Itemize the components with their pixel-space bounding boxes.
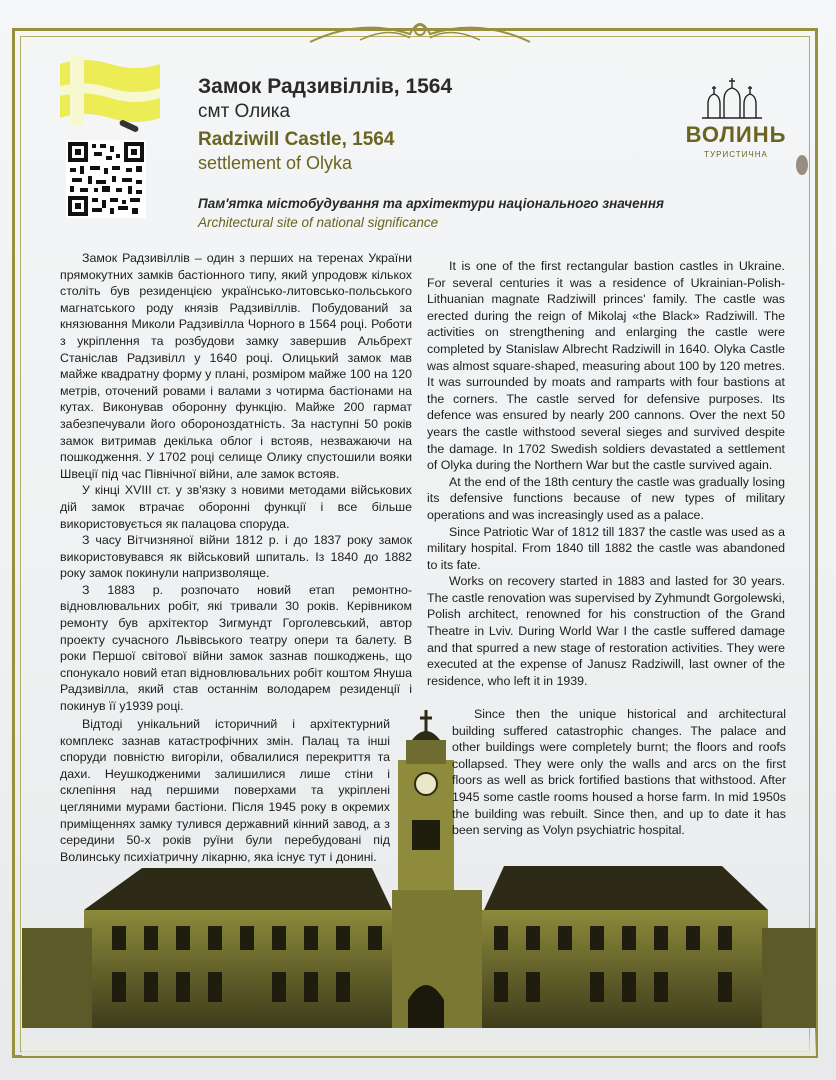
title-en: Radziwill Castle, 1564 <box>198 129 395 150</box>
church-domes-icon <box>676 74 796 124</box>
text-column-uk <box>60 250 412 715</box>
qr-code-icon <box>66 140 146 218</box>
text-column-en-lower <box>452 706 786 839</box>
paragraph-en-2: At the end of the 18th century the castle was gradually losing its defensive functions because of new types of military operations and was increasingly used as a palace. <box>427 474 785 522</box>
paragraph-en-1: It is one of the first rectangular bastion castles in Ukraine. For several centuries it was a residence of Ukrainian-Polish-Lithuanian magnate Radziwill princes' family. The castle was erected during the reign of Mikolaj «the Black» Radziwill. The activities on strengthening and enlarging the castle were completed by Stanislaw Albrecht Radziwill in 1640. Olyka Castle was almost square-shaped, measuring about 100 by 120 metres. It was surrounded by moats and ramparts with four bastions at the corners. The castle served for defensive purposes. Its defence was ensured by nearly 200 cannons. Over the next 50 years the castle withstood several sieges and survived despite the damage. In 1702 Swedish soldiers devastated a settlement of Olyka during the Northern War but the castle survived again. <box>427 259 785 473</box>
paragraph-uk-2: У кінці XVIII ст. у зв'язку з новими методами військових дій замок втрачає оборонні функції і все більше використовується як палацова споруда. <box>60 483 412 531</box>
cross-flag-icon <box>60 56 160 126</box>
significance-uk: Пам'ятка містобудування та архітектури національного значення <box>198 196 664 211</box>
significance-en: Architectural site of national significance <box>198 215 439 230</box>
title-block <box>198 74 668 175</box>
logo-word: ВОЛИНЬ <box>685 122 787 147</box>
subtitle-en: settlement of Olyka <box>198 153 353 173</box>
paragraph-uk-1: Замок Радзивіллів – один з перших на теренах України прямокутних замків бастіонного типу, який упродовж кількох століть був резиденцією українсько-литовсько-польського магнатського роду князів Радзивіллів. Побудований за князювання Миколи Радзивілла Чорного в 1564 році. Роботи з укріплення та розбудови замку завершив Альбрехт Станіслав Радзивілл у 1640 році. Олицький замок мав майже квадратну форму у плані, розміром майже 100 на 120 метрів, оточений ровами і валами з чотирма бастіонами на кутах. Виконував оборонну функцію. Майже 200 гармат забезпечували його обороноздатність. За наступні 50 років замок витримав декілька облог і встояв, незважаючи на пошкодження. У 1702 році селище Олику спустошили вояки Швеції під час Північної війни, але замок встояв. <box>60 251 412 481</box>
paragraph-uk-3: З часу Вітчизняної війни 1812 р. і до 1837 року замок використовувався як військовий шпиталь. Із 1840 до 1882 року замок покинули напризволяще. <box>60 533 412 581</box>
paragraph-en-4: Works on recovery started in 1883 and lasted for 30 years. The castle renovation was supervised by Zyhmundt Gorgolewski, Polish architect, renowned for his construction of the Grand Theatre in Lviv. During World War I the castle suffered damage and that spurred a new stage of restoration activities. They were executed at the expense of Janusz Radziwill, last owner of the residence, who left it in 1939. <box>427 574 785 688</box>
text-column-en <box>427 258 785 689</box>
logo-sub: ТУРИСТИЧНА <box>704 150 768 159</box>
ornament-icon <box>300 12 540 52</box>
subtitle-uk: смт Олика <box>198 101 291 122</box>
title-uk: Замок Радзивіллів, 1564 <box>198 75 453 98</box>
text-column-uk-lower <box>60 716 390 865</box>
paragraph-uk-5: Відтоді унікальний історичний і архітектурний комплекс зазнав катастрофічних змін. Палац та інші споруди повністю вигоріли, обвалилися перекриття та дахи. Неушкодженими залишилися лише стіни і склепіння над першими поверхами та укріплені цегляними мурами бастіони. Після 1945 року в окремих приміщеннях замку тулився державний кінний завод, а з середини 50-х років руїни були перебудовані під Волинську психіатричну лікарню, яка існує тут і донині. <box>60 717 390 864</box>
stain-mark <box>792 150 812 180</box>
paragraph-uk-4: З 1883 р. розпочато новий етап ремонтно-відновлювальних робіт, які тривали 30 років. Керівником ремонту був архітектор Зигмундт Горголевський, автор проекту сучасного Львівського театру опери та балету. В роки Першої світової війни замок зазнав пошкоджень, що спонукало новий етап відновлювальних робіт коштом Януша Радзивілла, який став останнім володарем резиденції і покинув її у1939 році. <box>60 582 412 714</box>
paragraph-en-5: Since then the unique historical and architectural building suffered catastrophic changes. The palace and other buildings were completely burnt; the floors and roofs collapsed. They were only the walls and arcs on the first floors as well as brick fortified bastions that withstood. After 1945 some castle rooms housed a horse farm. In mid 1950s the building was rebuilt. Since then, and up to date it has been serving as Volyn psychiatric hospital. <box>452 707 786 838</box>
volyn-logo <box>676 74 796 164</box>
screw-icon <box>118 120 140 132</box>
paragraph-en-3: Since Patriotic War of 1812 till 1837 the castle was used as a military hospital. From 1840 till 1882 the castle was abandoned to its fate. <box>427 524 785 572</box>
